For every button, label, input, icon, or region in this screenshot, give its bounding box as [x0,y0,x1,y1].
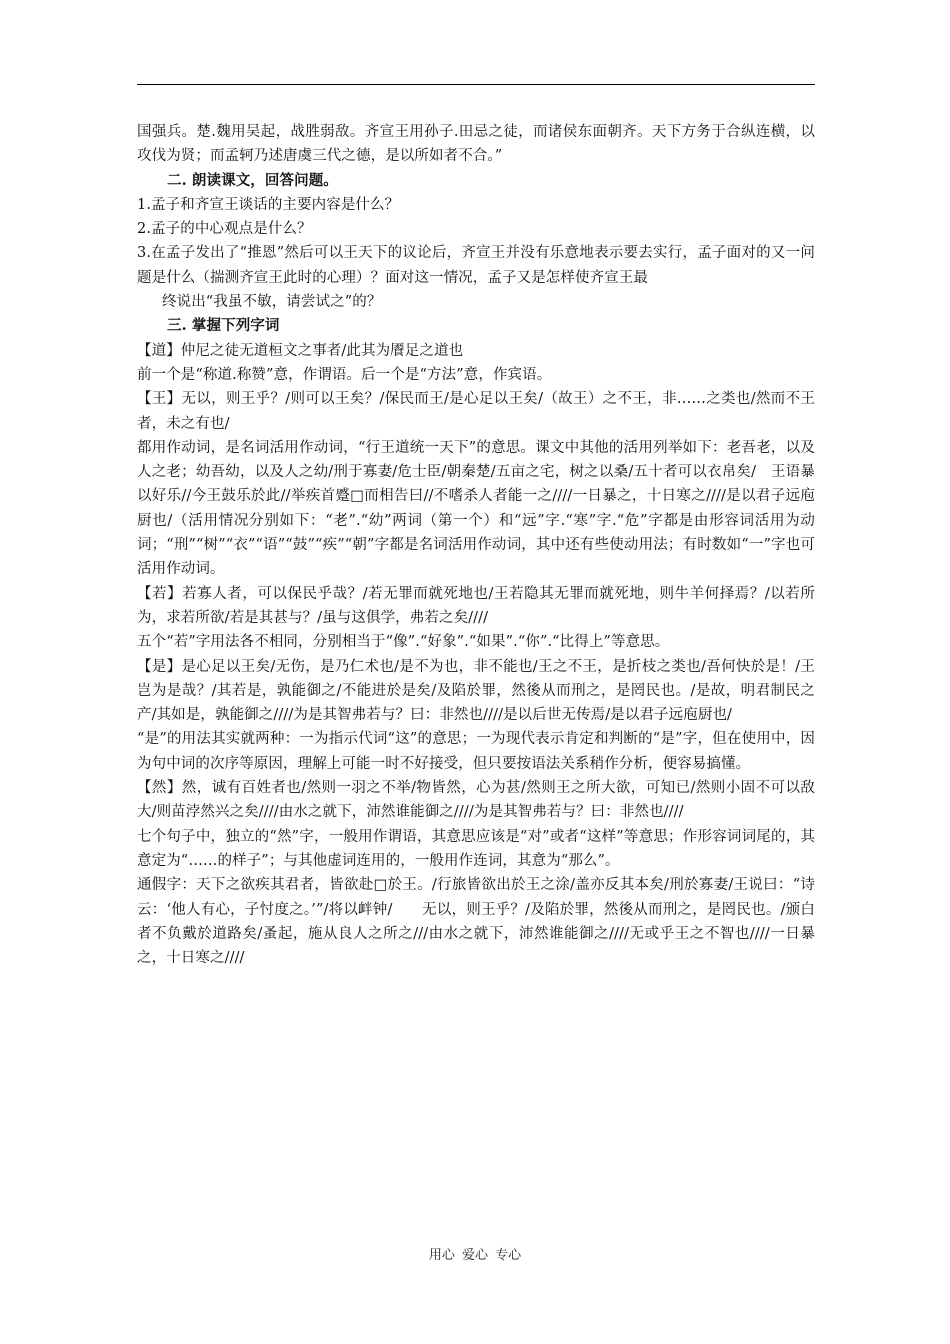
document-body [137,120,815,970]
question-2: 2.孟子的中心观点是什么？ [137,221,312,238]
question-3: 3.在孟子发出了“推恩”然后可以王天下的议论后，齐宣王并没有乐意地表示要去实行，孟子面对的又一问题是什么（揣测齐宣王此时的心理）？面对这一情况，孟子又是怎样使齐宣王最 [137,245,815,286]
entry-ran-examples: 【然】然，诚有百姓者也/然则一羽之不举/物皆然，心为甚/然则王之所大欲，可知已/然则小固不可以敌大/则苗浡然兴之矣////由水之就下，沛然谁能御之////为是其智弗若与？曰：非然也//// [137,780,815,821]
tongjia-characters: 通假字：天下之欲疾其君者，皆欲赴□於王。/行旅皆欲出於王之涂/盖亦反其本矣/刑於寡妻/王说曰：“诗云：‘他人有心，子忖度之。’”/将以衅钟/ 无以，则王乎？/及陷於罪，然後从而刑之，是罔民也。/颁白者不负戴於道路矣/蚤起，施从良人之所之///由水之就下，沛然谁能御之////无或乎王之不智也////一日暴之，十日寒之//// [137,877,815,967]
entry-shi-explanation: “是”的用法其实就两种：一为指示代词“这”的意思；一为现代表示肯定和判断的“是”字，但在使用中，因为句中词的次序等原因，理解上可能一时不好接受，但只要按语法关系稍作分析，便容易搞懂。 [137,731,815,772]
entry-dao-explanation: 前一个是“称道.称赞”意，作谓语。后一个是“方法”意，作宾语。 [137,366,552,383]
page-footer: 用心 爱心 专心 [428,1248,522,1263]
question-3-continued: 终说出“我虽不敏，请尝试之”的？ [162,294,382,311]
paragraph-continuation: 国强兵。楚.魏用吴起，战胜弱敌。齐宣王用孙子.田忌之徒，而诸侯东面朝齐。天下方务于合纵连横，以攻伐为贤；而孟轲乃述唐虞三代之德，是以所如者不合。” [137,124,815,165]
entry-ran-explanation: 七个句子中，独立的“然”字，一般用作谓语，其意思应该是“对”或者“这样”等意思；作形容词词尾的，其意定为“……的样子”；与其他虚词连用的，一般用作连词，其意为“那么”。 [137,828,815,869]
entry-ruo-examples: 【若】若寡人者，可以保民乎哉？/若无罪而就死地也/王若隐其无罪而就死地，则牛羊何择焉？/以若所为，求若所欲/若是其甚与？/虽与这俱学，弗若之矣//// [137,585,815,626]
entry-ruo-explanation: 五个“若”字用法各不相同，分别相当于“像”.“好象”.“如果”.“你”.“比得上”等意思。 [137,634,670,651]
header-rule [137,84,815,85]
entry-shi-examples: 【是】是心足以王矣/无伤，是乃仁术也/是不为也，非不能也/王之不王，是折枝之类也/吾何快於是！/王岂为是哉？/其若是，孰能御之/不能进於是矣/及陷於罪，然後从而刑之，是罔民也。/是故，明君制民之产/其如是，孰能御之////为是其智弗若与？曰：非然也////是以后世无传焉/是以君子远庖厨也/ [137,658,815,724]
entry-wang-examples: 【王】无以，则王乎？/则可以王矣？/保民而王/是心足以王矣/（故王）之不王，非……之类也/然而不王者，未之有也/ [137,391,815,432]
section-heading-2: 二. 朗读课文，回答问题。 [167,171,338,189]
entry-wang-explanation: 都用作动词，是名词活用作动词，“行王道统一天下”的意思。课文中其他的活用列举如下：老吾老，以及人之老；幼吾幼，以及人之幼/刑于寡妻/危士臣/朝秦楚/五亩之宅，树之以桑/五十者可以衣帛矣/ 王语暴以好乐//今王鼓乐於此//举疾首蹙□而相告曰//不嗜杀人者能一之////一日暴之，十日寒之////是以君子远庖厨也/（活用情况分别如下：“老”.“幼”两词（第一个）和“远”字.“寒”字.“危”字都是由形容词活用为动词；“刑”“树”“衣”“语”“鼓”“疾”“朝”字都是名词活用作动词，其中还有些使动用法；有时数如“一”字也可活用作动词。 [137,439,815,578]
question-1: 1.孟子和齐宣王谈话的主要内容是什么？ [137,196,400,213]
section-heading-3: 三. 掌握下列字词 [167,317,280,335]
entry-dao-examples: 【道】仲尼之徒无道桓文之事者/此其为餍足之道也 [137,342,464,359]
